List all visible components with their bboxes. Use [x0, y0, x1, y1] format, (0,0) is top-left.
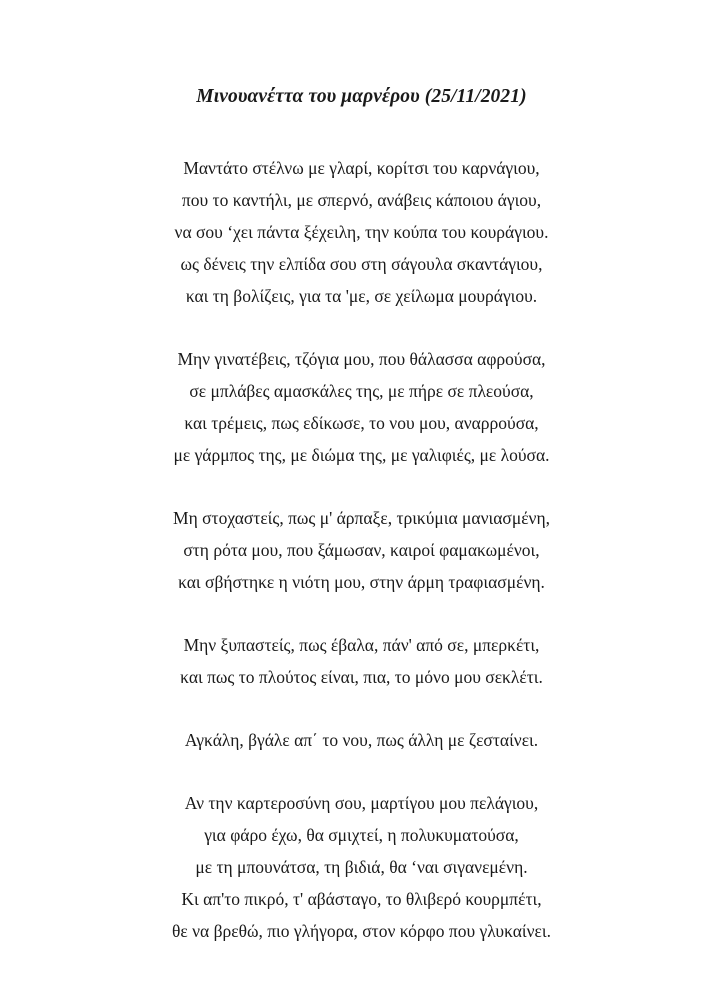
stanza-5: [0, 724, 723, 756]
poem-line: Κι απ'το πικρό, τ' αβάσταγο, το θλιβερό κουρμπέτι,: [181, 889, 542, 909]
poem-line: σε μπλάβες αμασκάλες της, με πήρε σε πλεούσα,: [189, 381, 534, 401]
stanza-2: [0, 343, 723, 471]
poem-line: με τη μπουνάτσα, τη βιδιά, θα ‘ναι σιγανεμένη.: [195, 857, 528, 877]
poem-line: στη ρότα μου, που ξάμωσαν, καιροί φαμακωμένοι,: [183, 540, 540, 560]
poem-line: Μην γινατέβεις, τζόγια μου, που θάλασσα αφρούσα,: [177, 349, 546, 369]
poem-line: ως δένεις την ελπίδα σου στη σάγουλα σκαντάγιου,: [180, 254, 543, 274]
poem-line: Αγκάλη, βγάλε απ΄ το νου, πως άλλη με ζεσταίνει.: [184, 730, 539, 750]
poem-line: για φάρο έχω, θα σμιχτεί, η πολυκυματούσα,: [204, 825, 519, 845]
poem-line: Μαντάτο στέλνω με γλαρί, κορίτσι του καρνάγιου,: [183, 158, 540, 178]
poem-title: Μινουανέττα του μαρνέρου (25/11/2021): [196, 86, 527, 107]
poem-line: και τρέμεις, πως εδίκωσε, το νου μου, αναρρούσα,: [184, 413, 539, 433]
poem-line: Αν την καρτεροσύνη σου, μαρτίγου μου πελάγιου,: [184, 793, 539, 813]
stanza-3: [0, 502, 723, 598]
poem-line: με γάρμπος της, με διώμα της, με γαλιφιές, με λούσα.: [173, 445, 550, 465]
stanza-1: [0, 152, 723, 312]
poem-line: και σβήστηκε η νιότη μου, στην άρμη τραφιασμένη.: [178, 572, 545, 592]
poem-line: και πως το πλούτος είναι, πια, το μόνο μου σεκλέτι.: [180, 667, 543, 687]
stanza-4: [0, 629, 723, 693]
stanza-6: [0, 787, 723, 947]
poem-line: να σου ‘χει πάντα ξέχειλη, την κούπα του κουράγιου.: [174, 222, 549, 242]
poem-line: που το καντήλι, με σπερνό, ανάβεις κάποιου άγιου,: [181, 190, 542, 210]
poem-body: [0, 152, 723, 978]
poem-line: Μη στοχαστείς, πως μ' άρπαξε, τρικύμια μανιασμένη,: [173, 508, 550, 528]
poem-line: θε να βρεθώ, πιο γλήγορα, στον κόρφο που γλυκαίνει.: [172, 921, 551, 941]
poem-line: Μην ξυπαστείς, πως έβαλα, πάν' από σε, μπερκέτι,: [183, 635, 540, 655]
poem-line: και τη βολίζεις, για τα 'με, σε χείλωμα μουράγιου.: [185, 286, 538, 306]
